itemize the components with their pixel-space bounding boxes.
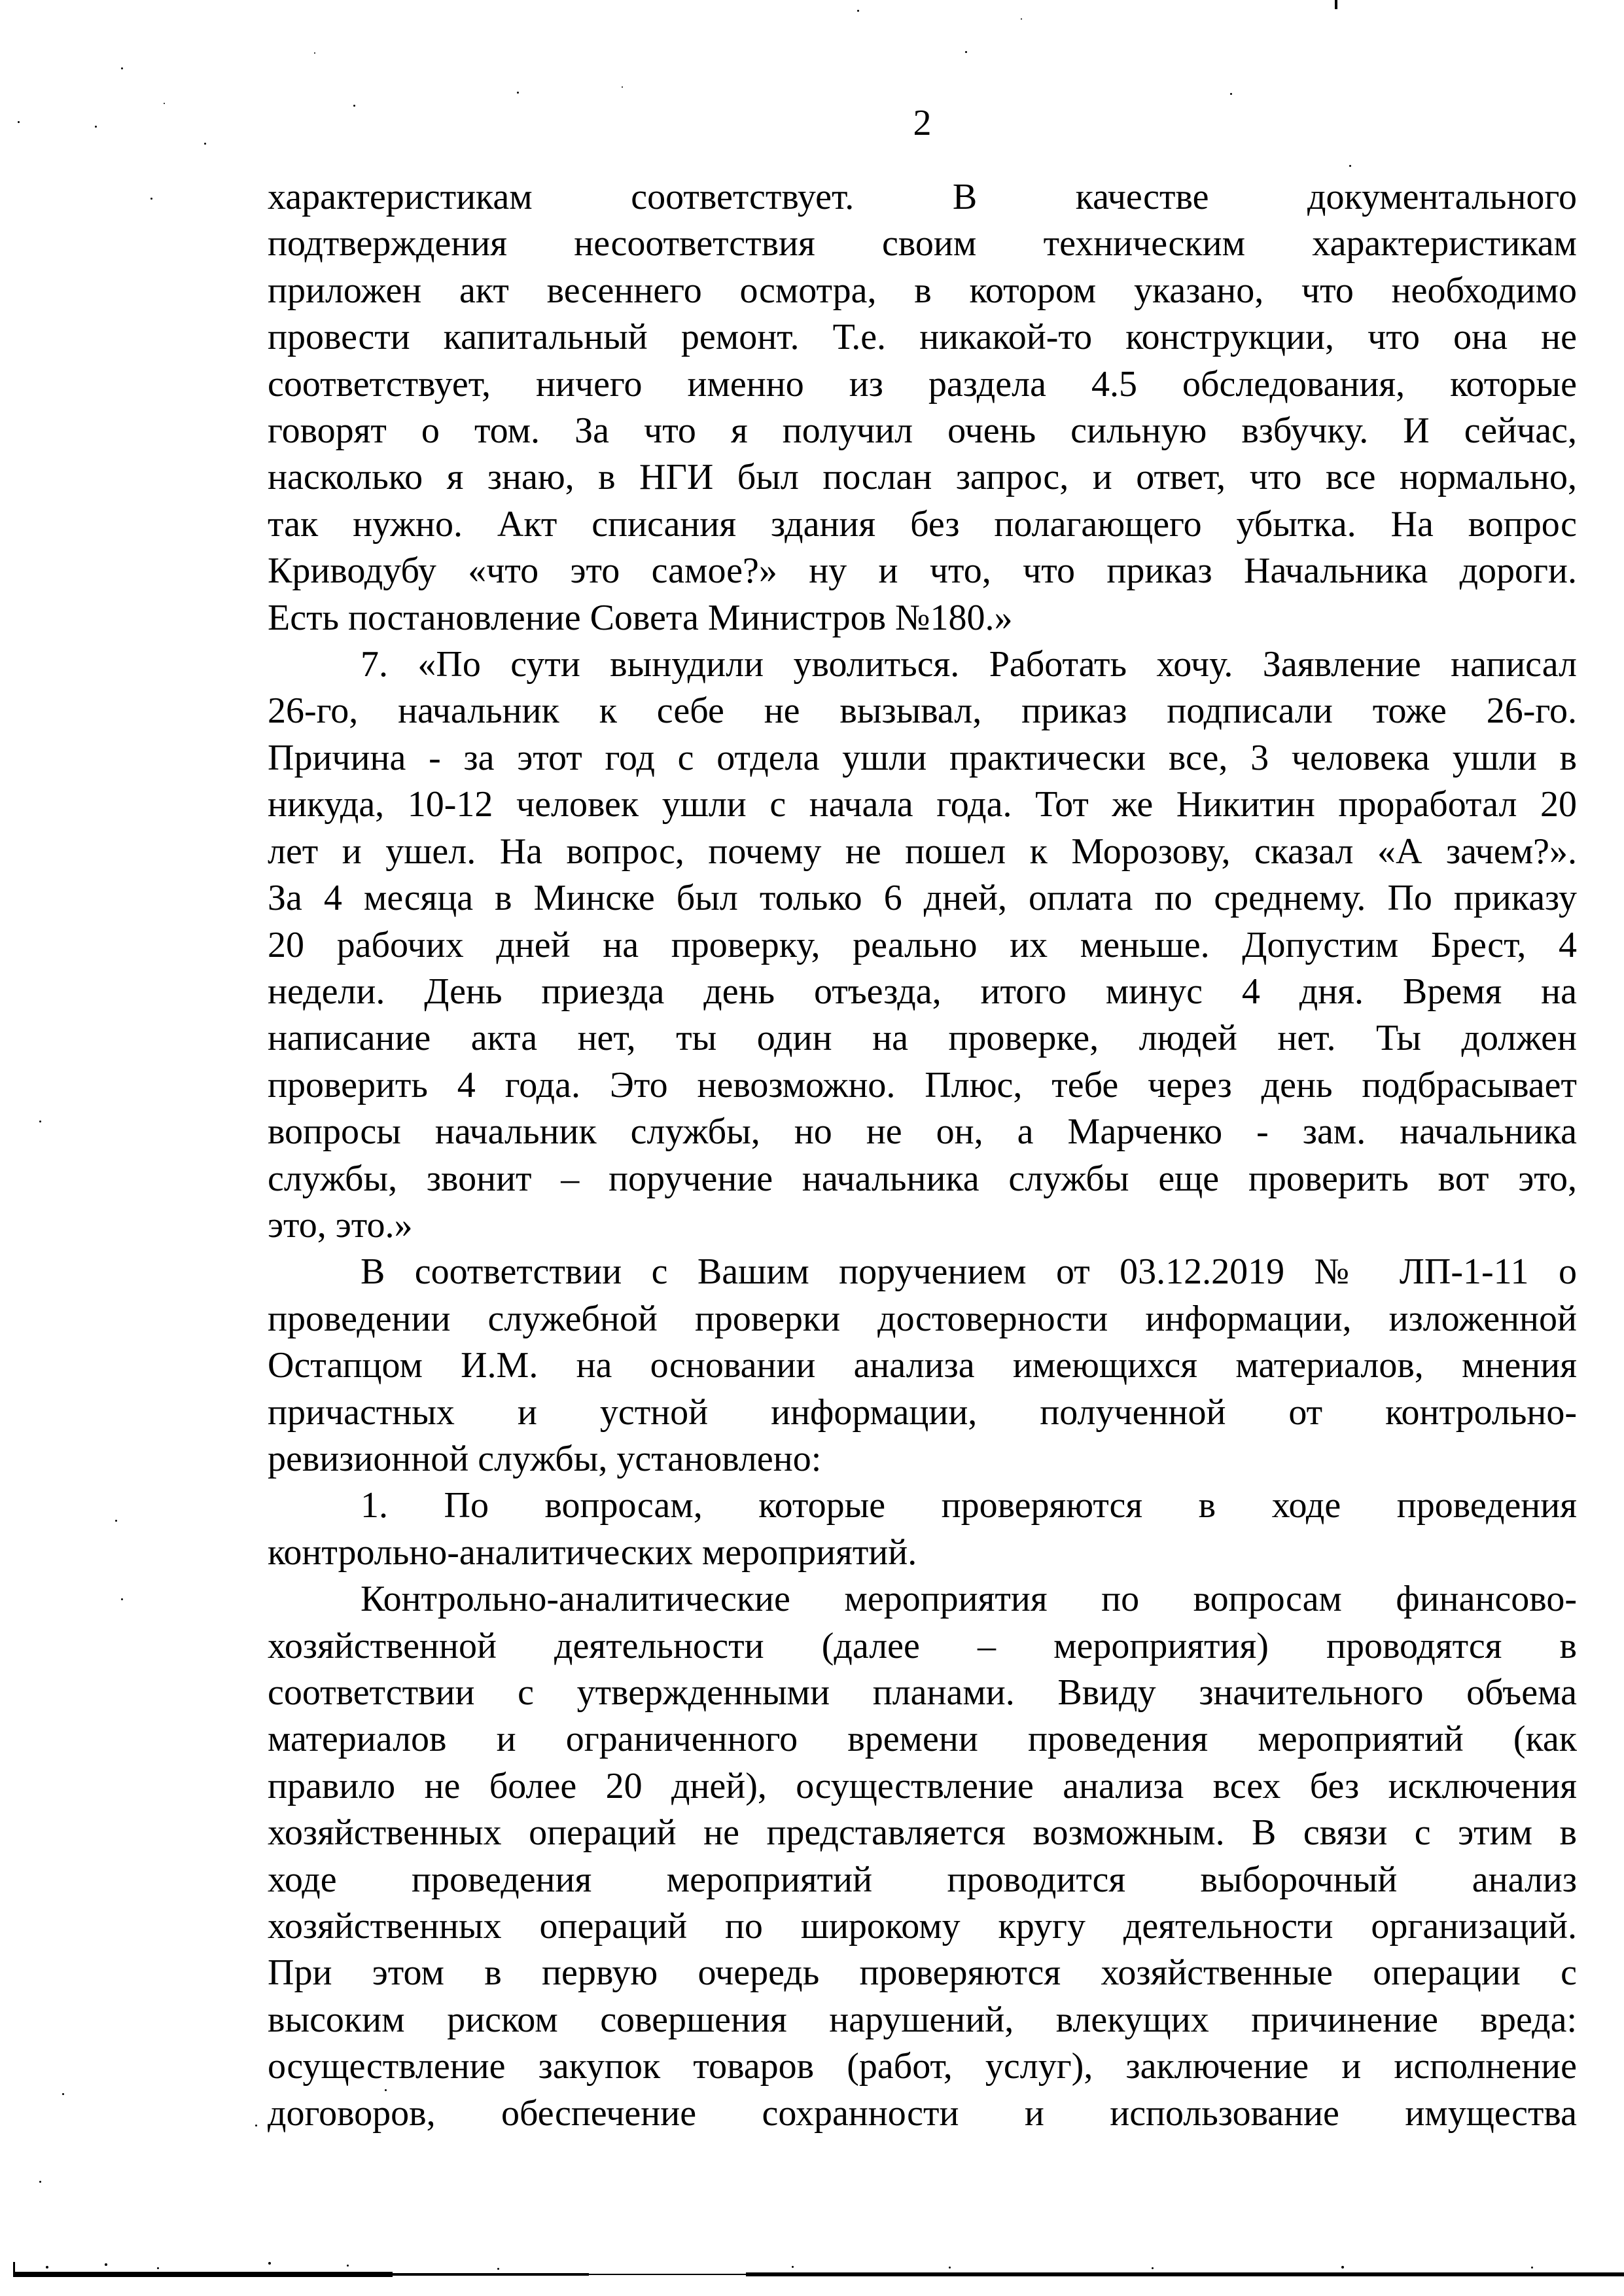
scan-speck xyxy=(18,121,20,123)
scan-speck xyxy=(150,198,152,200)
text-line: ревизионной службы, установлено: xyxy=(268,1438,822,1479)
scan-speck xyxy=(204,143,206,145)
scan-speck xyxy=(268,2262,271,2265)
text-line: вопросы начальник службы, но не он, а Марченко - зам. начальника xyxy=(268,1111,1577,1153)
text-line: хозяйственных операций по широкому кругу деятельности организаций. xyxy=(268,1906,1577,1947)
scan-speck xyxy=(517,92,519,94)
scan-speck xyxy=(1021,18,1022,20)
scan-speck xyxy=(121,67,123,69)
text-line: договоров, обеспечение сохранности и использование имущества xyxy=(268,2092,1577,2134)
text-line: насколько я знаю, в НГИ был послан запрос, и ответ, что все нормально, xyxy=(268,457,1577,498)
scan-speck xyxy=(164,103,165,104)
scan-speck xyxy=(949,2267,951,2269)
scan-speck xyxy=(62,2093,64,2095)
scan-speck xyxy=(497,2268,499,2270)
text-line: это, это.» xyxy=(268,1204,413,1246)
page-number: 2 xyxy=(913,103,932,143)
text-line: правило не более 20 дней), осуществление анализа всех без исключения xyxy=(268,1765,1577,1806)
text-line: 7. «По сути вынудили уволиться. Работать хочу. Заявление написал xyxy=(361,644,1577,685)
text-line: хозяйственных операций не представляется возможным. В связи с этим в xyxy=(268,1812,1577,1854)
text-line: недели. День приезда день отъезда, итого минус 4 дня. Время на xyxy=(268,971,1577,1012)
text-line: Криводубу «что это самое?» ну и что, что приказ Начальника дороги. xyxy=(268,550,1577,592)
scan-mark-top xyxy=(1335,0,1337,9)
text-line: 26-го, начальник к себе не вызывал, приказ подписали тоже 26-го. xyxy=(268,691,1577,732)
scan-speck xyxy=(353,105,355,107)
scan-speck xyxy=(39,2181,41,2183)
text-line: так нужно. Акт списания здания без полагающего убытка. На вопрос xyxy=(268,503,1577,545)
scan-speck xyxy=(1531,2267,1533,2269)
scan-speck xyxy=(385,2089,387,2091)
text-line: соответствует, ничего именно из раздела 4.5 обследования, которые xyxy=(268,363,1577,404)
text-line: хозяйственной деятельности (далее – мероприятия) проводятся в xyxy=(268,1625,1577,1666)
text-line: говорят о том. За что я получил очень сильную взбучку. И сейчас, xyxy=(268,410,1577,452)
text-line: За 4 месяца в Минске был только 6 дней, оплата по среднему. По приказу xyxy=(268,878,1577,919)
text-line: При этом в первую очередь проверяются хозяйственные операции с xyxy=(268,1952,1577,1994)
text-line: проверить 4 года. Это невозможно. Плюс, тебе через день подбрасывает xyxy=(268,1064,1577,1105)
text-line: контрольно-аналитических мероприятий. xyxy=(268,1532,917,1573)
text-line: подтверждения несоответствия своим техническим характеристикам xyxy=(268,223,1577,264)
scan-speck xyxy=(115,1520,117,1522)
text-line: Остапцом И.М. на основании анализа имеющихся материалов, мнения xyxy=(268,1345,1577,1386)
scan-speck xyxy=(157,2267,159,2269)
scan-speck xyxy=(95,126,97,128)
text-line: высоким риском совершения нарушений, влекущих причинение вреда: xyxy=(268,1999,1577,2040)
text-line: Причина - за этот год с отдела ушли практически все, 3 человека ушли в xyxy=(268,737,1577,778)
text-line: лет и ушел. На вопрос, почему не пошел к Морозову, сказал «А зачем?». xyxy=(268,831,1577,872)
text-line: проведении служебной проверки достоверности информации, изложенной xyxy=(268,1298,1577,1339)
text-line: В соответствии с Вашим поручением от 03.12.2019 № ЛП-1-11 о xyxy=(361,1251,1577,1293)
text-line: провести капитальный ремонт. Т.е. никакой-то конструкции, что она не xyxy=(268,317,1577,358)
text-line: никуда, 10-12 человек ушли с начала года. Тот же Никитин проработал 20 xyxy=(268,784,1577,825)
scan-speck xyxy=(1349,165,1351,167)
scan-speck xyxy=(121,1598,123,1600)
text-line: приложен акт весеннего осмотра, в котором указано, что необходимо xyxy=(268,270,1577,311)
text-line: 20 рабочих дней на проверку, реально их меньше. Допустим Брест, 4 xyxy=(268,924,1577,965)
scan-speck xyxy=(857,10,859,12)
text-line: Есть постановление Совета Министров №180.» xyxy=(268,597,1013,638)
scan-mark-bottom-left xyxy=(13,2262,15,2274)
scan-speck xyxy=(255,2125,257,2126)
text-line: причастных и устной информации, полученной от контрольно- xyxy=(268,1391,1577,1433)
text-line: осуществление закупок товаров (работ, услуг), заключение и исполнение xyxy=(268,2046,1577,2087)
scan-speck xyxy=(105,2263,107,2266)
scan-speck xyxy=(39,1121,41,1122)
scan-speck xyxy=(1230,93,1232,95)
document-text-block xyxy=(268,174,1577,2137)
text-line: соответствии с утвержденными планами. Ввиду значительного объема xyxy=(268,1672,1577,1713)
text-line: характеристикам соответствует. В качестве документального xyxy=(268,177,1577,217)
scan-speck xyxy=(46,2266,48,2269)
text-line: 1. По вопросам, которые проверяются в ходе проведения xyxy=(361,1485,1577,1526)
text-line: материалов и ограниченного времени проведения мероприятий (как xyxy=(268,1719,1577,1760)
scan-rule-bottom xyxy=(746,2272,1624,2276)
scan-speck xyxy=(965,51,967,53)
text-line: службы, звонит – поручение начальника службы еще проверить вот это, xyxy=(268,1158,1577,1199)
text-line: ходе проведения мероприятий проводится выборочный анализ xyxy=(268,1859,1577,1900)
scan-speck xyxy=(792,2266,794,2268)
scan-speck xyxy=(1152,2267,1154,2269)
scan-speck xyxy=(314,52,315,54)
scan-speck xyxy=(1341,2266,1344,2269)
scan-speck xyxy=(622,86,623,88)
text-line: написание акта нет, ты один на проверке, людей нет. Ты должен xyxy=(268,1018,1577,1059)
text-line: Контрольно-аналитические мероприятия по вопросам финансово- xyxy=(361,1579,1577,1620)
scan-speck xyxy=(347,2265,349,2267)
